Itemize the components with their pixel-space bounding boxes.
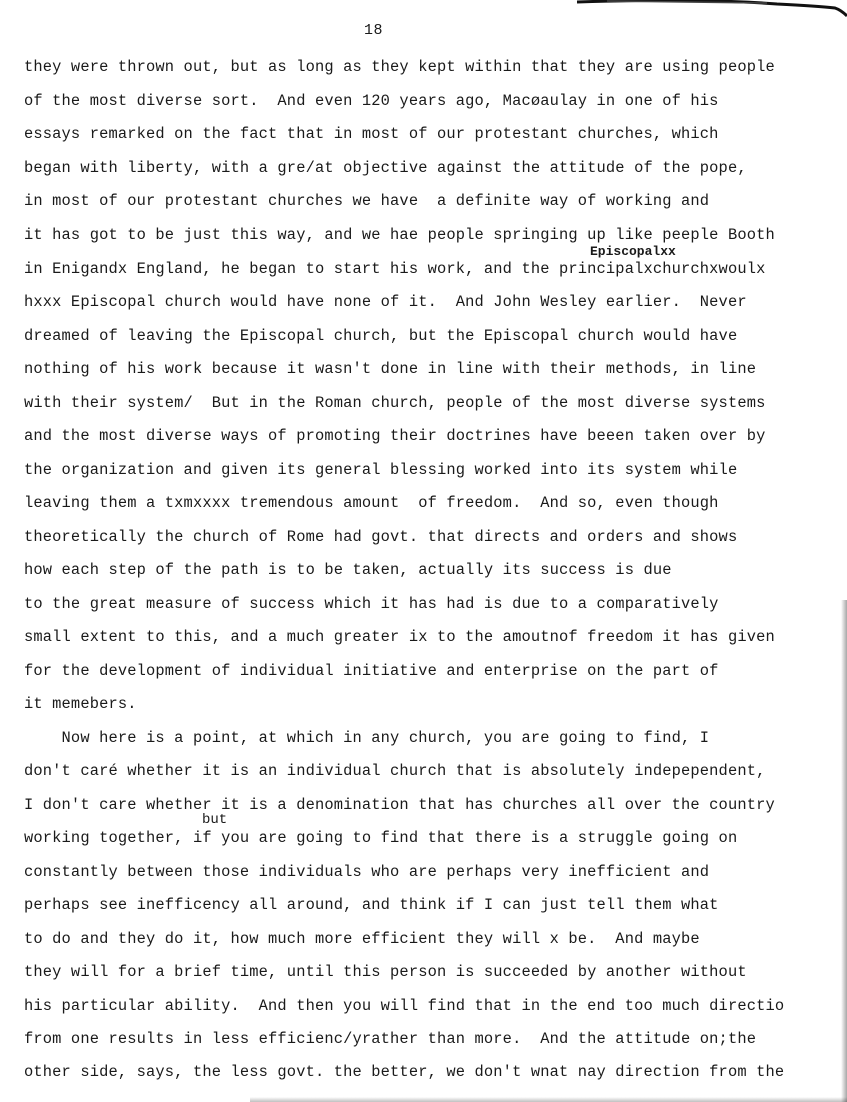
text-line: his particular ability. And then you will find that in the end too much directio xyxy=(24,997,785,1015)
text-line: how each step of the path is to be taken, actually its success is due xyxy=(24,561,672,579)
scan-edge-bottom xyxy=(250,1097,847,1102)
text-line: other side, says, the less govt. the better, we don't wnat nay direction from the xyxy=(24,1063,785,1081)
text-line: of the most diverse sort. And even 120 years ago, Macøaulay in one of his xyxy=(24,92,719,110)
text-line: small extent to this, and a much greater ix to the amoutnof freedom it has given xyxy=(24,628,775,646)
text-line: I don't care whether it is a denomination that has churches all over the country xyxy=(24,796,775,814)
text-line: theoretically the church of Rome had govt. that directs and orders and shows xyxy=(24,528,738,546)
text-line: they will for a brief time, until this person is succeeded by another without xyxy=(24,963,747,981)
text-line: constantly between those individuals who are perhaps very inefficient and xyxy=(24,863,710,881)
text-line: they were thrown out, but as long as they kept within that they are using people xyxy=(24,58,775,76)
text-line: hxxx Episcopal church would have none of it. And John Wesley earlier. Never xyxy=(24,293,747,311)
text-line: in most of our protestant churches we have a definite way of working and xyxy=(24,192,710,210)
text-line: for the development of individual initiative and enterprise on the part of xyxy=(24,662,719,680)
scan-edge-right xyxy=(841,600,847,1102)
scan-edge-top xyxy=(577,0,847,18)
text-line: to do and they do it, how much more efficient they will x be. And maybe xyxy=(24,930,700,948)
text-line: began with liberty, with a gre/at objective against the attitude of the pope, xyxy=(24,159,747,177)
text-line: and the most diverse ways of promoting their doctrines have beeen taken over by xyxy=(24,427,766,445)
page-number: 18 xyxy=(364,22,384,39)
text-line: perhaps see inefficency all around, and think if I can just tell them what xyxy=(24,896,719,914)
text-line: working together, if you are going to find that there is a struggle going on xyxy=(24,829,738,847)
text-line: with their system/ But in the Roman church, people of the most diverse systems xyxy=(24,394,766,412)
text-line: leaving them a txmxxxx tremendous amount of freedom. And so, even though xyxy=(24,494,719,512)
text-line: it has got to be just this way, and we hae people springing up like peeple Booth xyxy=(24,226,775,244)
text-line: Now here is a point, at which in any church, you are going to find, I xyxy=(24,729,710,747)
text-line: essays remarked on the fact that in most of our protestant churches, which xyxy=(24,125,719,143)
interlinear-insertion-but: but xyxy=(202,812,228,828)
text-line: to the great measure of success which it has had is due to a comparatively xyxy=(24,595,719,613)
text-line: in Enigandx England, he began to start his work, and the principalxchurchxwoulx xyxy=(24,260,766,278)
text-line: nothing of his work because it wasn't done in line with their methods, in line xyxy=(24,360,757,378)
text-line: from one results in less efficienc/yrather than more. And the attitude on;the xyxy=(24,1030,757,1048)
interlinear-insertion-episcopal: Episcopalxx xyxy=(590,244,676,259)
text-line: dreamed of leaving the Episcopal church, but the Episcopal church would have xyxy=(24,327,738,345)
text-line: don't caré whether it is an individual church that is absolutely indepependent, xyxy=(24,762,766,780)
text-line: it memebers. xyxy=(24,695,137,713)
text-line: the organization and given its general blessing worked into its system while xyxy=(24,461,738,479)
